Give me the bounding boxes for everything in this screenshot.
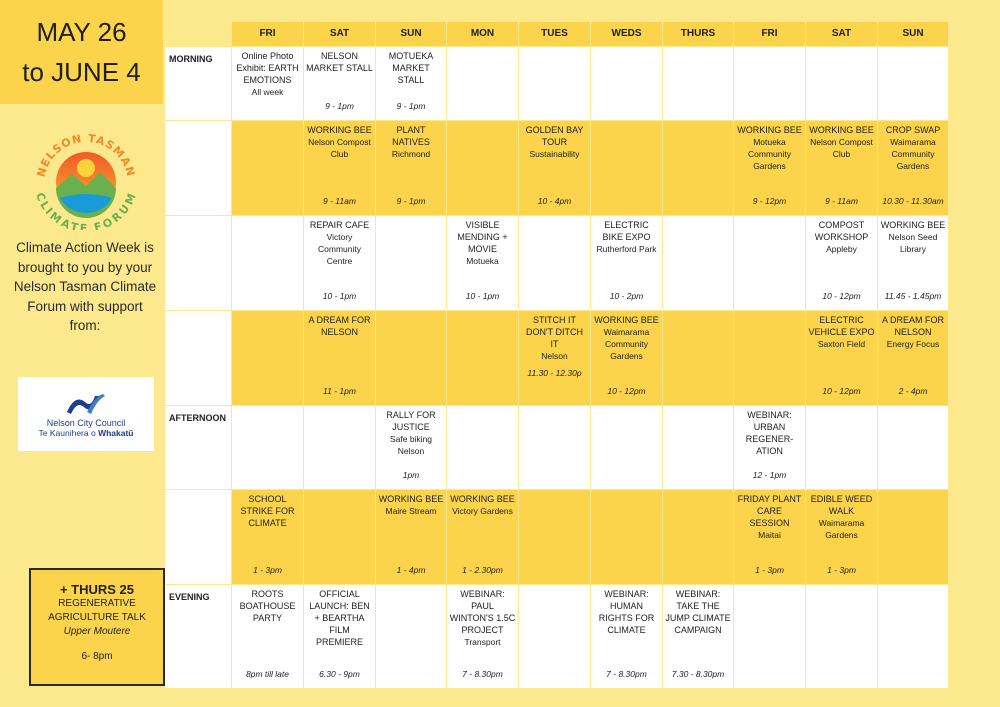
- event-cell: [806, 311, 878, 406]
- empty-cell: [232, 406, 304, 490]
- council-logo: [18, 377, 154, 451]
- event-cell: [591, 585, 663, 689]
- empty-cell: [519, 47, 591, 121]
- event-time: 9 - 1pm: [396, 196, 426, 206]
- event-cell: [232, 585, 304, 689]
- empty-cell: [519, 216, 591, 311]
- empty-cell: [878, 47, 949, 121]
- event-title: VISIBLE MENDING + MOVIE: [457, 220, 508, 254]
- event-title: ELECTRIC BIKE EXPO: [602, 220, 651, 242]
- event-title: WORKING BEE: [880, 220, 946, 230]
- day-header-sat: SAT: [304, 22, 376, 47]
- empty-cell: [376, 216, 447, 311]
- event-time: 9 - 1pm: [396, 101, 426, 111]
- event-cell: [878, 311, 949, 406]
- grid-corner: [165, 22, 232, 47]
- event-cell: [878, 216, 949, 311]
- event-location: Waimarama Community Gardens: [603, 327, 650, 361]
- event-cell: [376, 121, 447, 216]
- empty-cell: [232, 216, 304, 311]
- climate-forum-logo: [30, 128, 142, 230]
- row-label: [165, 311, 232, 406]
- event-cell: [806, 490, 878, 585]
- event-time: 1pm: [402, 470, 420, 480]
- row-label: [165, 216, 232, 311]
- row-label-evening: EVENING: [165, 585, 232, 689]
- event-title: WEBINAR: TAKE THE JUMP CLIMATE CAMPAIGN: [665, 589, 731, 635]
- empty-cell: [878, 585, 949, 689]
- event-title: OFFICIAL LAUNCH: BEN + BEARTHA FILM PREMIERE: [309, 589, 370, 647]
- event-cell: [591, 311, 663, 406]
- event-location: Richmond: [391, 149, 431, 159]
- empty-cell: [663, 121, 734, 216]
- event-title: COMPOST WORKSHOP: [814, 220, 869, 242]
- empty-cell: [663, 311, 734, 406]
- event-cell: [519, 311, 591, 406]
- event-cell: [806, 121, 878, 216]
- council-maori-name: Te Kaunihera o Whakatū: [38, 428, 134, 438]
- event-title: A DREAM FOR NELSON: [881, 315, 944, 337]
- event-cell: [447, 490, 519, 585]
- event-location: Motueka Community Gardens: [748, 137, 791, 171]
- event-time: 6.30 - 9pm: [319, 669, 360, 679]
- event-location: Sustainability: [529, 149, 580, 159]
- empty-cell: [663, 490, 734, 585]
- event-title: ELECTRIC VEHICLE EXPO: [808, 315, 875, 337]
- empty-cell: [734, 216, 806, 311]
- event-location: Maire Stream: [385, 506, 437, 516]
- event-cell: [806, 216, 878, 311]
- event-time: 8pm till late: [246, 669, 289, 679]
- day-header-sun: SUN: [376, 22, 447, 47]
- event-location: Safe biking Nelson: [389, 434, 433, 456]
- event-cell: [734, 406, 806, 490]
- date-range-header: [0, 0, 163, 104]
- event-cell: [591, 216, 663, 311]
- empty-cell: [663, 216, 734, 311]
- event-location: Nelson: [541, 351, 568, 361]
- event-time: 1 - 3pm: [827, 565, 856, 575]
- row-label: [165, 490, 232, 585]
- sponsor-text: Climate Action Week is brought to you by your Nelson Tasman Climate Forum with support from:: [13, 240, 157, 333]
- schedule-grid: [165, 22, 951, 688]
- event-time: 10 - 1pm: [322, 291, 357, 301]
- empty-cell: [806, 406, 878, 490]
- event-title: WEBINAR: HUMAN RIGHTS FOR CLIMATE: [598, 589, 655, 635]
- event-cell: [376, 47, 447, 121]
- event-time: 9 - 11am: [825, 196, 858, 206]
- day-header-sun: SUN: [878, 22, 949, 47]
- event-time: 10 - 12pm: [822, 291, 861, 301]
- event-location: Rutherford Park: [596, 244, 657, 254]
- event-location: Energy Focus: [886, 339, 940, 349]
- event-title: CROP SWAP: [885, 125, 941, 135]
- event-time: 10 - 2pm: [609, 291, 644, 301]
- row-label-afternoon: AFTERNOON: [165, 406, 232, 490]
- empty-cell: [734, 311, 806, 406]
- date-range-end: to JUNE 4: [22, 57, 141, 87]
- empty-cell: [519, 490, 591, 585]
- empty-cell: [376, 585, 447, 689]
- day-header-fri: FRI: [232, 22, 304, 47]
- event-cell: [232, 490, 304, 585]
- event-title: FRIDAY PLANT CARE SESSION: [737, 494, 802, 528]
- empty-cell: [232, 121, 304, 216]
- empty-cell: [878, 406, 949, 490]
- empty-cell: [447, 121, 519, 216]
- event-location: Transport: [464, 637, 501, 647]
- event-location: Nelson Compost Club: [308, 137, 371, 159]
- event-location: Maitai: [758, 530, 781, 540]
- event-time: 10 - 1pm: [465, 291, 500, 301]
- empty-cell: [591, 490, 663, 585]
- empty-cell: [591, 47, 663, 121]
- empty-cell: [663, 47, 734, 121]
- extra-event-time: 6- 8pm: [81, 651, 113, 662]
- empty-cell: [734, 585, 806, 689]
- event-title: WORKING BEE: [450, 494, 515, 504]
- event-location: Saxton Field: [817, 339, 866, 349]
- event-cell: [734, 121, 806, 216]
- event-title: NELSON MARKET STALL: [306, 51, 373, 73]
- event-title: ROOTS BOATHOUSE PARTY: [239, 589, 296, 623]
- day-header-mon: MON: [447, 22, 519, 47]
- extra-event-box: [29, 568, 165, 686]
- empty-cell: [447, 311, 519, 406]
- event-time: 7.30 - 8.30pm: [671, 669, 725, 679]
- empty-cell: [591, 406, 663, 490]
- event-cell: [304, 121, 376, 216]
- empty-cell: [376, 311, 447, 406]
- event-time: 11 - 1pm: [323, 386, 356, 396]
- date-range-start: MAY 26: [36, 17, 127, 47]
- event-title: EDIBLE WEED WALK: [810, 494, 873, 516]
- empty-cell: [878, 490, 949, 585]
- empty-cell: [519, 406, 591, 490]
- day-header-sat: SAT: [806, 22, 878, 47]
- empty-cell: [806, 47, 878, 121]
- event-title: REPAIR CAFE: [309, 220, 370, 230]
- event-title: Online Photo Exhibit: EARTH EMOTIONS: [236, 51, 299, 85]
- event-time: 7 - 8.30pm: [606, 669, 647, 679]
- event-time: 10 - 12pm: [607, 386, 646, 396]
- empty-cell: [591, 121, 663, 216]
- event-time: 12 - 1pm: [752, 470, 787, 480]
- event-cell: [304, 216, 376, 311]
- event-title: STITCH IT DON'T DITCH IT: [525, 315, 584, 349]
- event-title: WORKING BEE: [809, 125, 874, 135]
- day-header-thurs: THURS: [663, 22, 734, 47]
- extra-event-title: + THURS 25: [59, 582, 135, 597]
- day-header-fri: FRI: [734, 22, 806, 47]
- event-location: Victory Gardens: [452, 506, 513, 516]
- row-label: [165, 121, 232, 216]
- empty-cell: [447, 406, 519, 490]
- event-title: SCHOOL STRIKE FOR CLIMATE: [240, 494, 295, 528]
- event-title: A DREAM FOR NELSON: [308, 315, 371, 337]
- event-title: GOLDEN BAY TOUR: [525, 125, 584, 147]
- empty-cell: [734, 47, 806, 121]
- event-location: Appleby: [826, 244, 857, 254]
- row-label-morning: MORNING: [165, 47, 232, 121]
- event-title: WEBINAR: URBAN REGENER- ATION: [745, 410, 794, 456]
- event-cell: [304, 585, 376, 689]
- event-cell: [304, 311, 376, 406]
- empty-cell: [304, 490, 376, 585]
- event-cell: [304, 47, 376, 121]
- event-time: 10 - 12pm: [822, 386, 861, 396]
- event-time: 1 - 3pm: [253, 565, 282, 575]
- event-title: WORKING BEE: [737, 125, 802, 135]
- event-cell: [447, 585, 519, 689]
- event-cell: [663, 585, 734, 689]
- event-cell: [734, 490, 806, 585]
- event-title: WORKING BEE: [307, 125, 372, 135]
- event-time: 10.30 - 11.30am: [882, 196, 944, 206]
- day-header-tues: TUES: [519, 22, 591, 47]
- event-cell: [232, 47, 304, 121]
- event-cell: [519, 121, 591, 216]
- extra-event-name: REGENERATIVE AGRICULTURE TALK: [48, 598, 146, 623]
- event-time: 1 - 3pm: [755, 565, 784, 575]
- event-time: 11.45 - 1.45pm: [884, 291, 942, 301]
- empty-cell: [663, 406, 734, 490]
- event-time: 10 - 4pm: [537, 196, 572, 206]
- day-header-weds: WEDS: [591, 22, 663, 47]
- event-location: Nelson Compost Club: [810, 137, 873, 159]
- event-time: 7 - 8.30pm: [462, 669, 503, 679]
- event-title: WORKING BEE: [594, 315, 659, 325]
- event-cell: [376, 406, 447, 490]
- event-title: WORKING BEE: [378, 494, 444, 504]
- event-time: 9 - 11am: [323, 196, 356, 206]
- svg-text:CLIMATE FORUM: CLIMATE FORUM: [33, 190, 140, 230]
- empty-cell: [806, 585, 878, 689]
- event-cell: [878, 121, 949, 216]
- empty-cell: [447, 47, 519, 121]
- council-name: Nelson City Council: [46, 418, 126, 428]
- event-time: 2 - 4pm: [898, 386, 928, 396]
- council-swoosh-icon: [65, 390, 107, 416]
- event-location: All week: [251, 87, 284, 97]
- extra-event-place: Upper Moutere: [63, 626, 131, 637]
- event-location: Nelson Seed Library: [888, 232, 938, 254]
- event-location: Motueka: [466, 256, 499, 266]
- event-title: MOTUEKA MARKET STALL: [388, 51, 434, 85]
- empty-cell: [519, 585, 591, 689]
- event-title: RALLY FOR JUSTICE: [386, 410, 436, 432]
- event-cell: [376, 490, 447, 585]
- event-location: Waimarama Community Gardens: [890, 137, 936, 171]
- event-cell: [447, 216, 519, 311]
- event-time: 1 - 2.30pm: [462, 565, 503, 575]
- event-time: 1 - 4pm: [396, 565, 426, 575]
- event-location: Waimarama Gardens: [818, 518, 865, 540]
- event-time: 9 - 12pm: [752, 196, 787, 206]
- event-title: PLANT NATIVES: [392, 125, 430, 147]
- event-time: 11.30 - 12.30p: [527, 368, 582, 378]
- svg-text:NELSON TASMAN: NELSON TASMAN: [34, 131, 138, 179]
- event-location: Victory Community Centre: [318, 232, 361, 266]
- event-time: 9 - 1pm: [325, 101, 354, 111]
- empty-cell: [304, 406, 376, 490]
- empty-cell: [232, 311, 304, 406]
- event-title: WEBINAR: PAUL WINTON'S 1.5C PROJECT: [449, 589, 516, 635]
